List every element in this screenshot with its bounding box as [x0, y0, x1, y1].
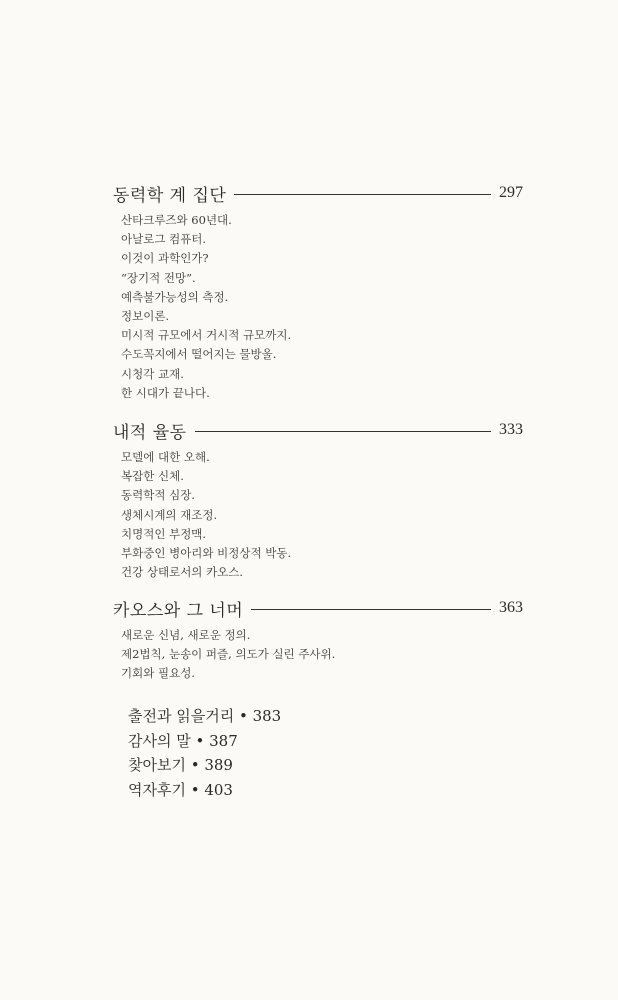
section-item: 수도꼭지에서 떨어지는 물방울. [121, 347, 277, 362]
section-item: 미시적 규모에서 거시적 규모까지. [121, 328, 292, 343]
section-item: 기회와 필요성. [121, 666, 195, 681]
section-item: 복잡한 신체. [121, 469, 184, 484]
section-item: 이것이 과학인가? [121, 251, 209, 266]
section-item: 새로운 신념, 새로운 정의. [121, 628, 251, 642]
section-item: 건강 상태로서의 카오스. [121, 565, 244, 580]
chapter-1 [113, 181, 523, 403]
section-item: 동력학적 심장. [121, 488, 195, 503]
section-item: 치명적인 부정맥. [121, 526, 207, 541]
chapter-title[interactable]: 내적 율동 [113, 422, 187, 443]
dot-leader-line [195, 431, 491, 432]
chapter-title[interactable]: 동력학 계 집단 [113, 185, 227, 206]
backmatter-item[interactable]: 찾아보기 • 389 [128, 756, 233, 775]
backmatter-list [128, 704, 281, 803]
section-item: 예측불가능성의 측정. [121, 289, 229, 304]
chapter-heading [113, 181, 523, 205]
backmatter-item[interactable]: 출전과 읽을거리 • 383 [128, 707, 282, 725]
backmatter-item[interactable]: 역자후기 • 403 [128, 781, 233, 800]
chapter-heading [113, 596, 523, 620]
section-list [121, 211, 523, 403]
section-item: 모델에 대한 오해. [121, 450, 210, 464]
section-item: 아날로그 컴퓨터. [121, 232, 207, 247]
chapter-page-number: 297 [499, 184, 523, 201]
chapter-heading [113, 418, 523, 442]
section-item: 정보이론. [121, 309, 170, 324]
section-item: 시청각 교재. [121, 366, 184, 381]
dot-leader-line [251, 609, 491, 610]
section-item: 제2법칙, 눈송이 퍼즐, 의도가 실린 주사위. [121, 647, 336, 662]
backmatter-item[interactable]: 감사의 말 • 387 [128, 731, 238, 750]
chapter-page-number: 363 [499, 599, 523, 616]
section-item: 생체시계의 재조정. [121, 507, 218, 522]
section-list [121, 626, 523, 684]
chapter-3 [113, 596, 523, 684]
chapter-page-number: 333 [499, 421, 523, 438]
section-item: 한 시대가 끝나다. [121, 385, 210, 400]
section-item: 산타크루즈와 60년대. [121, 213, 232, 227]
section-item: 부화중인 병아리와 비정상적 박동. [121, 546, 292, 561]
chapter-title[interactable]: 카오스와 그 너머 [113, 600, 244, 621]
chapter-2 [113, 418, 523, 582]
section-list [121, 448, 523, 582]
dot-leader-line [234, 194, 491, 195]
section-item: “장기적 전망”. [121, 270, 196, 285]
